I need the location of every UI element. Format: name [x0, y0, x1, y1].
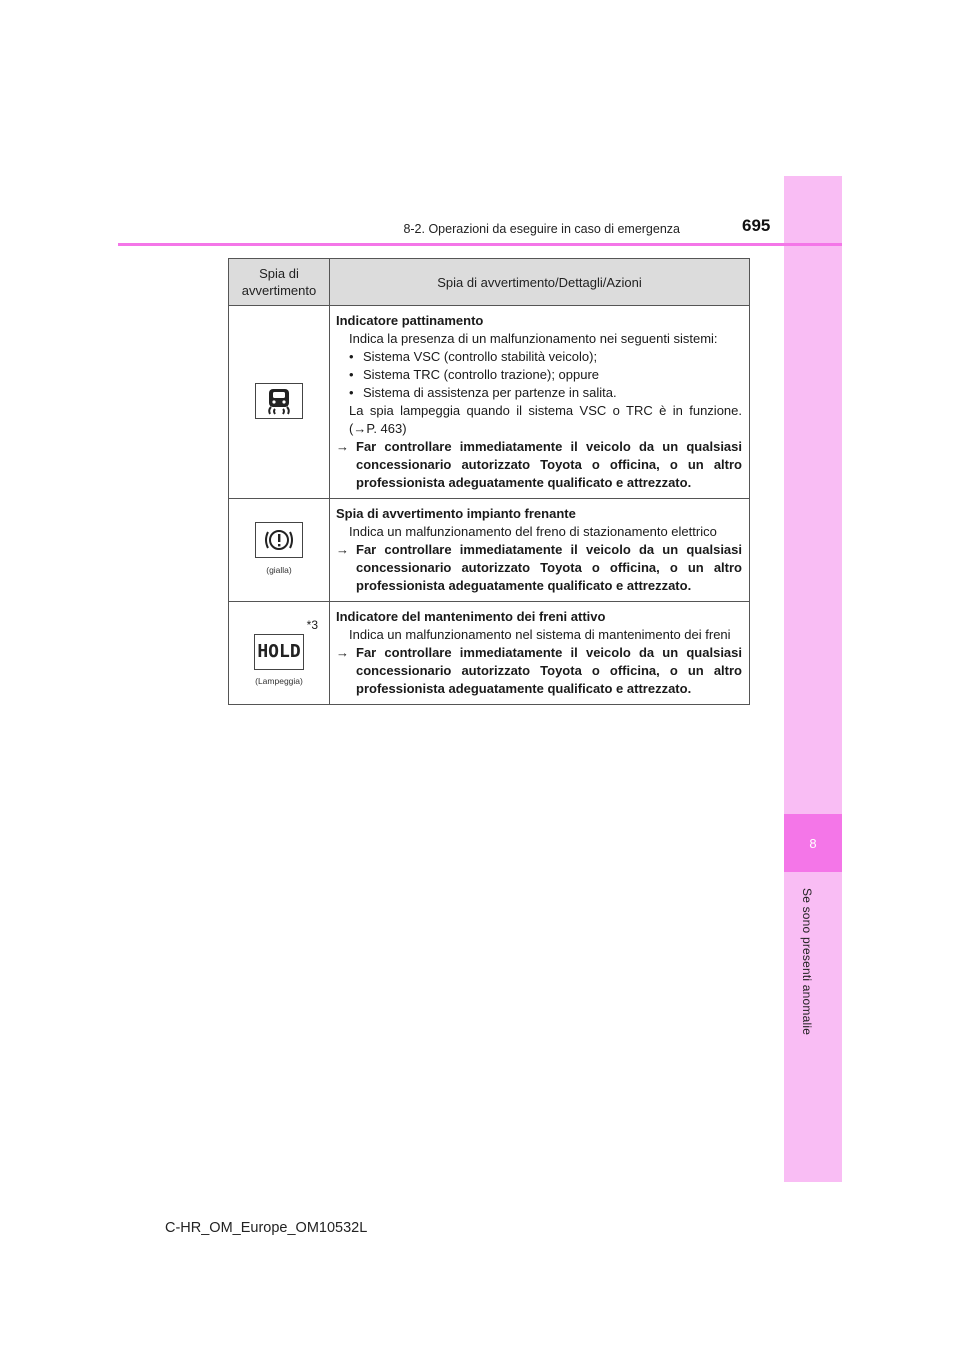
- section-title: 8-2. Operazioni da eseguire in caso di emergenza: [403, 222, 680, 236]
- details-cell: [330, 306, 750, 499]
- list-item: • Sistema di assistenza per partenze in salita.: [349, 385, 617, 400]
- list-item: • Sistema TRC (controllo trazione); oppure: [349, 367, 600, 382]
- warning-lights-table: [228, 258, 750, 705]
- row-description: Indica la presenza di un malfunzionamento nei seguenti sistemi:: [349, 331, 718, 346]
- brake-warning-icon: [255, 522, 303, 558]
- chapter-side-tab: [784, 176, 842, 1182]
- list-item: • Sistema VSC (controllo stabilità veicolo);: [349, 349, 598, 364]
- details-cell: [330, 499, 750, 602]
- table-row: [229, 602, 750, 705]
- row-note: La spia lampeggia quando il sistema VSC o TRC è in funzione. (→P. 463): [349, 403, 742, 436]
- row-title: Indicatore pattinamento: [336, 313, 484, 328]
- arrow-icon: →: [336, 645, 349, 660]
- icon-cell: [229, 602, 330, 705]
- column-header-details: Spia di avvertimento/Dettagli/Azioni: [330, 259, 750, 306]
- slip-indicator-icon: [255, 383, 303, 419]
- table-row: [229, 306, 750, 499]
- row-action: → Far controllare immediatamente il veicolo da un qualsiasi concessionario autorizzato Toyota o officina, o un altro professionista adeguatamente qualificato e attrezzato.: [336, 542, 742, 593]
- icon-cell: [229, 306, 330, 499]
- details-cell: [330, 602, 750, 705]
- icon-caption: (gialla): [266, 564, 292, 575]
- arrow-icon: →: [336, 542, 349, 557]
- icon-caption: (Lampeggia): [255, 676, 303, 686]
- row-action: → Far controllare immediatamente il veicolo da un qualsiasi concessionario autorizzato Toyota o officina, o un altro professionista adeguatamente qualificato e attrezzato.: [336, 645, 742, 696]
- row-title: Spia di avvertimento impianto frenante: [336, 506, 576, 521]
- icon-cell: [229, 499, 330, 602]
- column-header-icon: Spia di avvertimento: [229, 259, 330, 306]
- chapter-number: 8: [784, 814, 842, 872]
- header-divider: [118, 243, 842, 246]
- table-header-row: [229, 259, 750, 306]
- hold-indicator-icon: HOLD: [254, 634, 304, 670]
- document-code: C-HR_OM_Europe_OM10532L: [165, 1220, 368, 1236]
- footnote-marker: *3: [306, 618, 318, 632]
- chapter-title: Se sono presenti anomalie: [800, 888, 814, 1036]
- row-title: Indicatore del mantenimento dei freni attivo: [336, 609, 606, 624]
- page-number: 695: [742, 216, 771, 235]
- arrow-icon: →: [336, 439, 349, 454]
- row-action: → Far controllare immediatamente il veicolo da un qualsiasi concessionario autorizzato Toyota o officina, o un altro professionista adeguatamente qualificato e attrezzato.: [336, 439, 742, 490]
- table-row: [229, 499, 750, 602]
- row-description: Indica un malfunzionamento del freno di stazionamento elettrico: [349, 524, 717, 539]
- row-description: Indica un malfunzionamento nel sistema di mantenimento dei freni: [349, 627, 731, 642]
